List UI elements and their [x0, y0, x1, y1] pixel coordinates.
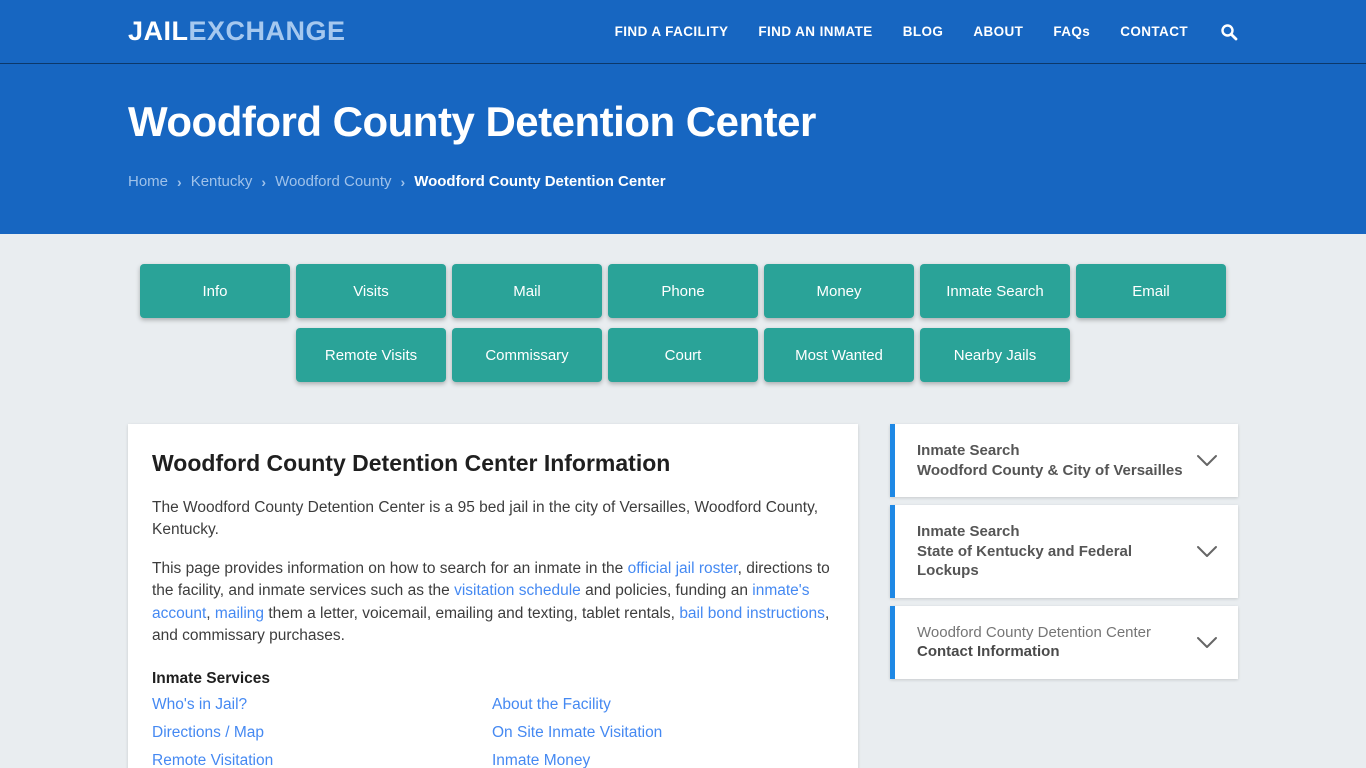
accordion-subtitle: Contact Information: [917, 643, 1060, 660]
intro-text: The Woodford County Detention Center is a 95 bed jail in the city of Versailles, Woodford County, Kentucky.: [152, 499, 819, 539]
link-bail-bond-instructions[interactable]: bail bond instructions: [679, 604, 825, 622]
nav-faqs[interactable]: FAQs: [1053, 24, 1091, 39]
overview-text: them a letter, voicemail, emailing and texting, tablet rentals,: [264, 604, 680, 622]
button-info[interactable]: Info: [140, 264, 290, 318]
breadcrumb-separator-icon: ›: [400, 173, 406, 190]
accordion-title: Inmate Search: [917, 442, 1020, 459]
quick-links-section: [0, 264, 1366, 382]
quick-links-row-2: [0, 328, 1366, 382]
overview-text: This page provides information on how to search for an inmate in the: [152, 559, 628, 577]
link-remote-visitation[interactable]: Remote Visitation: [152, 751, 274, 768]
facility-info-card: [128, 424, 858, 768]
overview-text: ,: [206, 604, 215, 622]
inmate-services-links: [152, 696, 834, 768]
link-about-the-facility[interactable]: About the Facility: [492, 695, 611, 713]
nav-contact[interactable]: CONTACT: [1120, 24, 1188, 39]
site-logo[interactable]: [128, 16, 346, 47]
button-nearby-jails[interactable]: Nearby Jails: [920, 328, 1070, 382]
accordion-subtitle: Woodford County & City of Versailles: [917, 461, 1183, 479]
link-inmate-money[interactable]: Inmate Money: [492, 751, 591, 768]
button-phone[interactable]: Phone: [608, 264, 758, 318]
link-whos-in-jail[interactable]: Who's in Jail?: [152, 695, 248, 713]
link-on-site-inmate-visitation[interactable]: On Site Inmate Visitation: [492, 723, 663, 741]
button-court[interactable]: Court: [608, 328, 758, 382]
breadcrumb-separator-icon: ›: [177, 173, 182, 190]
nav-about[interactable]: ABOUT: [973, 24, 1024, 39]
nav-blog[interactable]: BLOG: [902, 24, 944, 39]
link-official-jail-roster[interactable]: official jail roster: [627, 559, 738, 577]
breadcrumb-woodford-county[interactable]: Woodford County: [275, 173, 392, 190]
link-inmates-account[interactable]: inmate's account: [152, 582, 810, 622]
logo-text-jail: JAIL: [128, 16, 189, 46]
button-remote-visits[interactable]: Remote Visits: [296, 328, 446, 382]
button-commissary[interactable]: Commissary: [452, 328, 602, 382]
nav-find-an-inmate[interactable]: FIND AN INMATE: [758, 24, 873, 39]
chevron-down-icon: [1196, 636, 1224, 649]
logo-text-exchange: EXCHANGE: [188, 16, 346, 46]
breadcrumb: [128, 173, 1238, 190]
breadcrumb-home[interactable]: Home: [128, 173, 169, 190]
accordion-title: Inmate Search: [917, 523, 1020, 540]
button-email[interactable]: Email: [1076, 264, 1226, 318]
chevron-down-icon: [1196, 454, 1224, 467]
breadcrumb-current-page: Woodford County Detention Center: [414, 173, 666, 190]
overview-text: , directions to the facility, and inmate services such as the: [152, 559, 830, 600]
intro-paragraph: [152, 497, 834, 542]
inmate-services-heading: Inmate Services: [152, 669, 271, 687]
main-nav: [615, 23, 1238, 41]
chevron-down-icon: [1196, 545, 1224, 558]
link-directions-map[interactable]: Directions / Map: [152, 723, 264, 741]
hero-section: [0, 64, 1366, 234]
link-mailing[interactable]: mailing: [214, 604, 265, 622]
button-most-wanted[interactable]: Most Wanted: [764, 328, 914, 382]
breadcrumb-kentucky[interactable]: Kentucky: [190, 173, 253, 190]
sidebar: [890, 424, 1238, 687]
button-mail[interactable]: Mail: [452, 264, 602, 318]
button-money[interactable]: Money: [764, 264, 914, 318]
nav-find-a-facility[interactable]: FIND A FACILITY: [614, 24, 729, 39]
overview-text: and policies, funding an: [580, 582, 753, 600]
accordion-contact-information[interactable]: [890, 606, 1238, 679]
search-icon[interactable]: [1220, 23, 1238, 41]
breadcrumb-separator-icon: ›: [261, 173, 267, 190]
link-visitation-schedule[interactable]: visitation schedule: [454, 582, 581, 600]
article-heading: Woodford County Detention Center Information: [152, 450, 671, 476]
accordion-title: Woodford County Detention Center: [917, 623, 1152, 641]
button-visits[interactable]: Visits: [296, 264, 446, 318]
overview-text: , and commissary purchases.: [152, 604, 830, 645]
accordion-subtitle: State of Kentucky and Federal Lockups: [917, 542, 1133, 579]
quick-links-row-1: [0, 264, 1366, 318]
accordion-inmate-search-county[interactable]: [890, 424, 1238, 497]
page-title: Woodford County Detention Center: [128, 98, 816, 145]
accordion-inmate-search-state[interactable]: [890, 505, 1238, 598]
top-navbar: [0, 0, 1366, 64]
button-inmate-search[interactable]: Inmate Search: [920, 264, 1070, 318]
overview-paragraph: [152, 558, 834, 648]
